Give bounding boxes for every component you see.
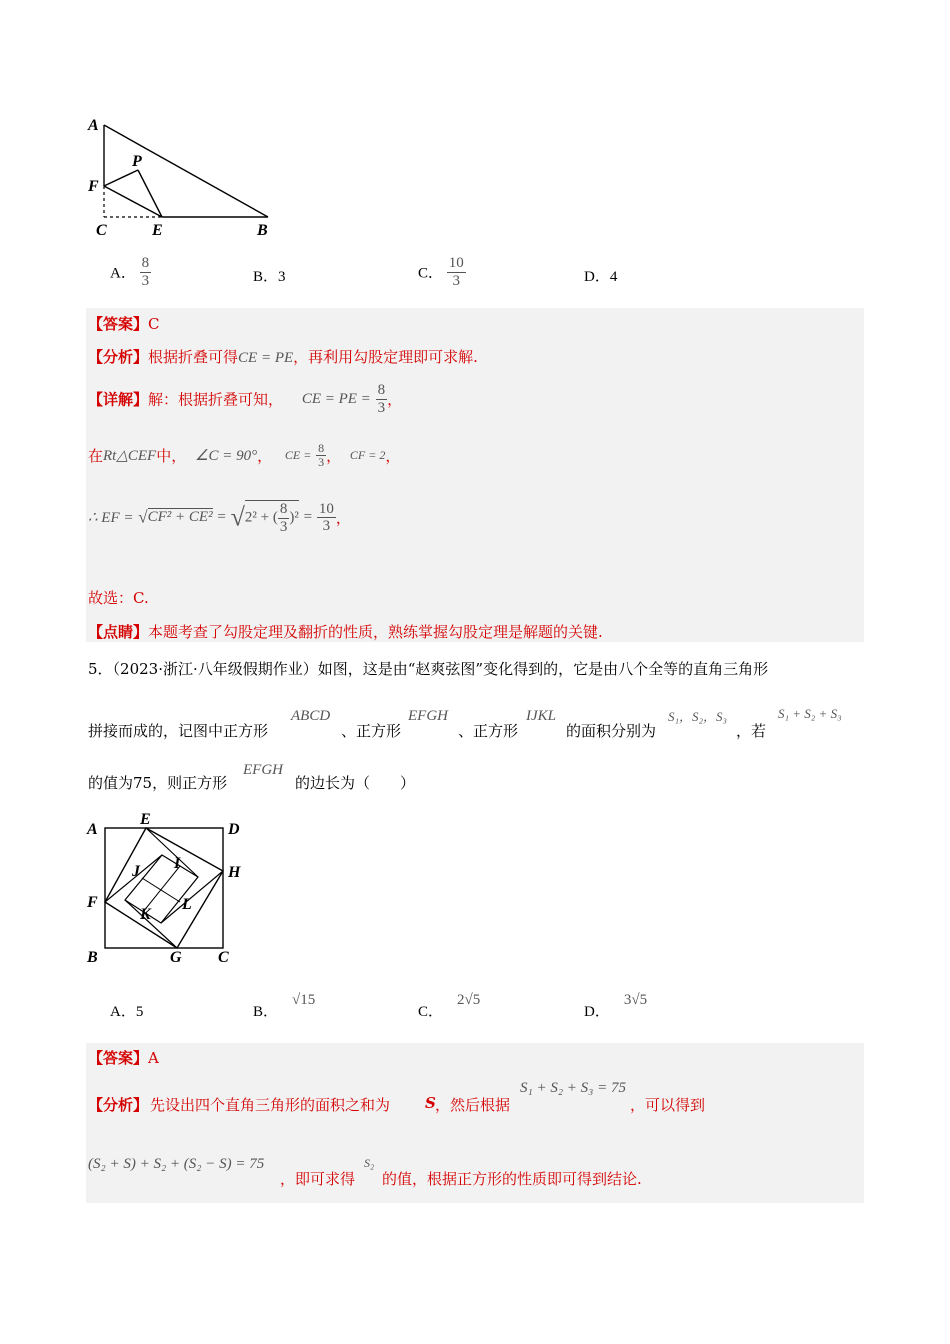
label-F: F [87, 894, 98, 911]
q4-triangle-figure [80, 110, 290, 240]
label-B: B [257, 222, 268, 239]
q5-option-d: D．3√5 [584, 992, 648, 1020]
label-C: C [96, 222, 107, 239]
q4-option-b: B．3 [253, 269, 286, 285]
q4-option-a: A． $\frac{8}{3}$ [110, 255, 150, 289]
label-H: H [228, 864, 241, 881]
label-G: G [170, 949, 182, 966]
label-A: A [87, 821, 98, 838]
q4-option-d: D．4 [584, 269, 618, 285]
label-L: L [182, 896, 192, 913]
q4-analysis: 【分析】根据折叠可得CE = PE，再利用勾股定理即可求解. [88, 348, 478, 366]
q4-option-c: C． $\frac{10}{3}$ [418, 255, 464, 289]
q5-stem-line-1: 5．（2023·浙江·八年级假期作业）如图，这是由“赵爽弦图”变化得到的，它是由八个全等的直角三角形 [88, 660, 769, 678]
q4-detail: 【详解】解：根据折叠可知， CE = PE = $\frac{8}{3}$ ， [88, 382, 403, 416]
label-B: B [87, 949, 98, 966]
label-E: E [140, 811, 151, 828]
q5-zhao-shuang-figure [82, 806, 252, 971]
label-D: D [228, 821, 240, 838]
q5-option-a: A．5 [110, 1004, 144, 1020]
label-P: P [132, 153, 142, 170]
label-K: K [140, 906, 151, 923]
q5-stem-line-3: 的值为75，则正方形 EFGH 的边长为（ ） [88, 762, 416, 792]
label-F: F [88, 178, 99, 195]
label-J: J [132, 863, 140, 880]
q4-comment: 【点睛】本题考查了勾股定理及翻折的性质，熟练掌握勾股定理是解题的关键. [88, 623, 603, 641]
label-C: C [218, 949, 229, 966]
q4-step-2: 在Rt△CEF中， ∠C = 90°， CE = $\frac{8}{3}$ ， CF = 2， [88, 441, 401, 470]
label-E: E [152, 222, 163, 239]
q4-step-3: ∴ EF = √CF² + CE² = √2² + ( $\frac{8}{3}$ )² = $\frac{10}{3}$ ， [88, 500, 351, 535]
q5-answer: 【答案】A [88, 1049, 159, 1067]
label-A: A [88, 117, 99, 134]
q5-stem-line-2: 拼接而成的，记图中正方形 ABCD 、正方形 EFGH 、正方形 IJKL 的面积分别为 S₁，S₂，S₃ ，若 S₁ + S₂ + S₃ [88, 706, 842, 740]
q5-step-2: (S₂ + S) + S₂ + (S₂ − S) = 75 ，即可求得 S₂ 的值，根据正方形的性质即可得到结论. [88, 1156, 642, 1188]
q5-option-b: B．√15 [253, 992, 316, 1020]
q4-choice: 故选：C. [88, 589, 149, 607]
label-I: I [174, 855, 181, 872]
q4-answer: 【答案】C [88, 315, 160, 333]
q5-analysis: 【分析】 先设出四个直角三角形的面积之和为 S ，然后根据 S₁ + S₂ + S₃ = 75 ，可以得到 [88, 1080, 706, 1114]
q5-option-c: C．2√5 [418, 992, 481, 1020]
